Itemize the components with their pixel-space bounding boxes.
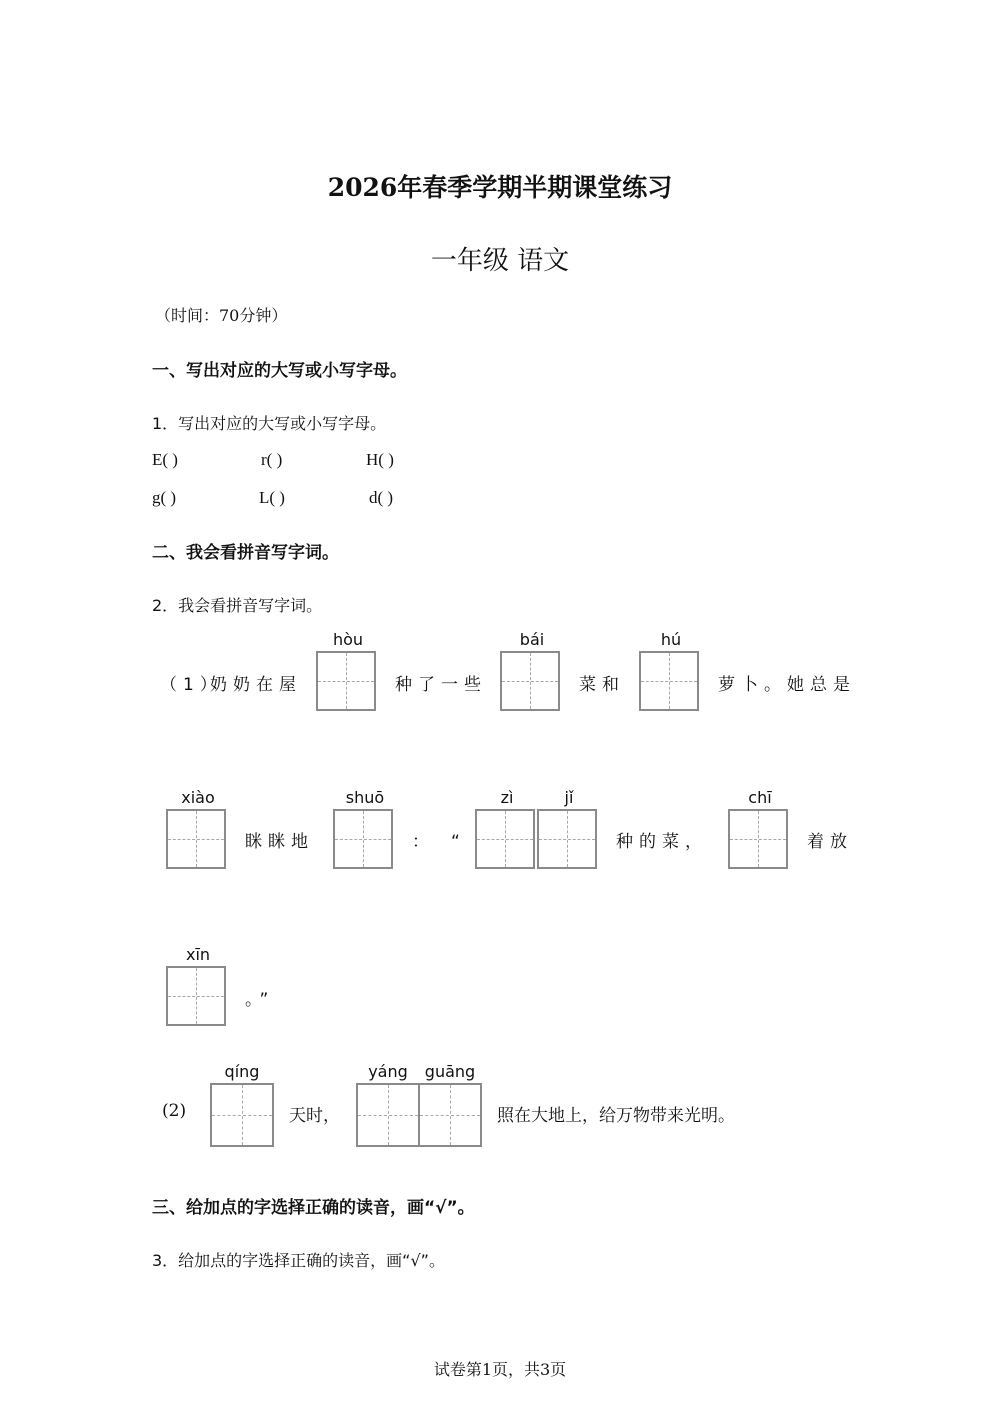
pinyin-label: guāng bbox=[424, 1062, 476, 1081]
sentence-text: 着放 bbox=[807, 832, 853, 852]
writing-box[interactable] bbox=[728, 809, 788, 869]
pinyin-label: bái bbox=[519, 630, 545, 649]
sentence-text: 照在大地上，给万物带来光明。 bbox=[497, 1106, 735, 1126]
pinyin-label: hòu bbox=[332, 630, 364, 649]
sentence-text: 天时， bbox=[289, 1106, 340, 1126]
writing-box[interactable] bbox=[418, 1083, 482, 1147]
writing-box[interactable] bbox=[333, 809, 393, 869]
writing-box[interactable] bbox=[166, 966, 226, 1026]
section1-heading: 一、写出对应的大写或小写字母。 bbox=[152, 361, 407, 381]
page-footer: 试卷第1页，共3页 bbox=[433, 1360, 567, 1379]
question-2: 2．我会看拼音写字词。 bbox=[152, 596, 323, 615]
pinyin-label: shuō bbox=[345, 788, 385, 807]
pinyin-label: yáng bbox=[368, 1062, 408, 1081]
letter-item: E( ) bbox=[152, 450, 178, 469]
letter-item: g( ) bbox=[152, 488, 177, 507]
writing-box[interactable] bbox=[356, 1083, 420, 1147]
writing-box[interactable] bbox=[500, 651, 560, 711]
part1-number: （1） bbox=[160, 675, 223, 695]
writing-box[interactable] bbox=[537, 809, 597, 869]
writing-box[interactable] bbox=[316, 651, 376, 711]
sentence-text: 种了一些 bbox=[395, 675, 487, 695]
page-subtitle: 一年级 语文 bbox=[430, 246, 570, 276]
writing-box[interactable] bbox=[210, 1083, 274, 1147]
writing-box[interactable] bbox=[475, 809, 535, 869]
pinyin-label: hú bbox=[660, 630, 682, 649]
pinyin-label: jǐ bbox=[564, 788, 574, 807]
letter-item: L( ) bbox=[259, 488, 285, 507]
question-3: 3．给加点的字选择正确的读音，画“√”。 bbox=[152, 1251, 445, 1270]
letter-item: r( ) bbox=[261, 450, 283, 469]
sentence-text: 奶奶在屋 bbox=[210, 675, 302, 695]
letter-item: d( ) bbox=[369, 488, 394, 507]
writing-box[interactable] bbox=[166, 809, 226, 869]
section2-heading: 二、我会看拼音写字词。 bbox=[152, 543, 339, 563]
pinyin-label: chī bbox=[748, 788, 772, 807]
sentence-text: 菜和 bbox=[579, 675, 625, 695]
pinyin-label: qíng bbox=[224, 1062, 260, 1081]
question-1: 1．写出对应的大写或小写字母。 bbox=[152, 414, 387, 433]
sentence-text: 萝卜。她总是 bbox=[718, 675, 856, 695]
sentence-text: 。” bbox=[245, 990, 275, 1010]
part2-number: (2) bbox=[162, 1101, 187, 1121]
pinyin-label: zì bbox=[500, 788, 514, 807]
letter-item: H( ) bbox=[366, 450, 394, 469]
section3-heading: 三、给加点的字选择正确的读音，画“√”。 bbox=[152, 1198, 475, 1218]
pinyin-label: xiào bbox=[181, 788, 215, 807]
page-title: 2026年春季学期半期课堂练习 bbox=[327, 173, 673, 202]
writing-box[interactable] bbox=[639, 651, 699, 711]
sentence-text: ：“ bbox=[412, 832, 482, 852]
pinyin-label: xīn bbox=[185, 945, 211, 964]
sentence-text: 眯眯地 bbox=[245, 832, 314, 852]
time-note: （时间：70分钟） bbox=[155, 306, 288, 325]
sentence-text: 种的菜， bbox=[616, 832, 708, 852]
